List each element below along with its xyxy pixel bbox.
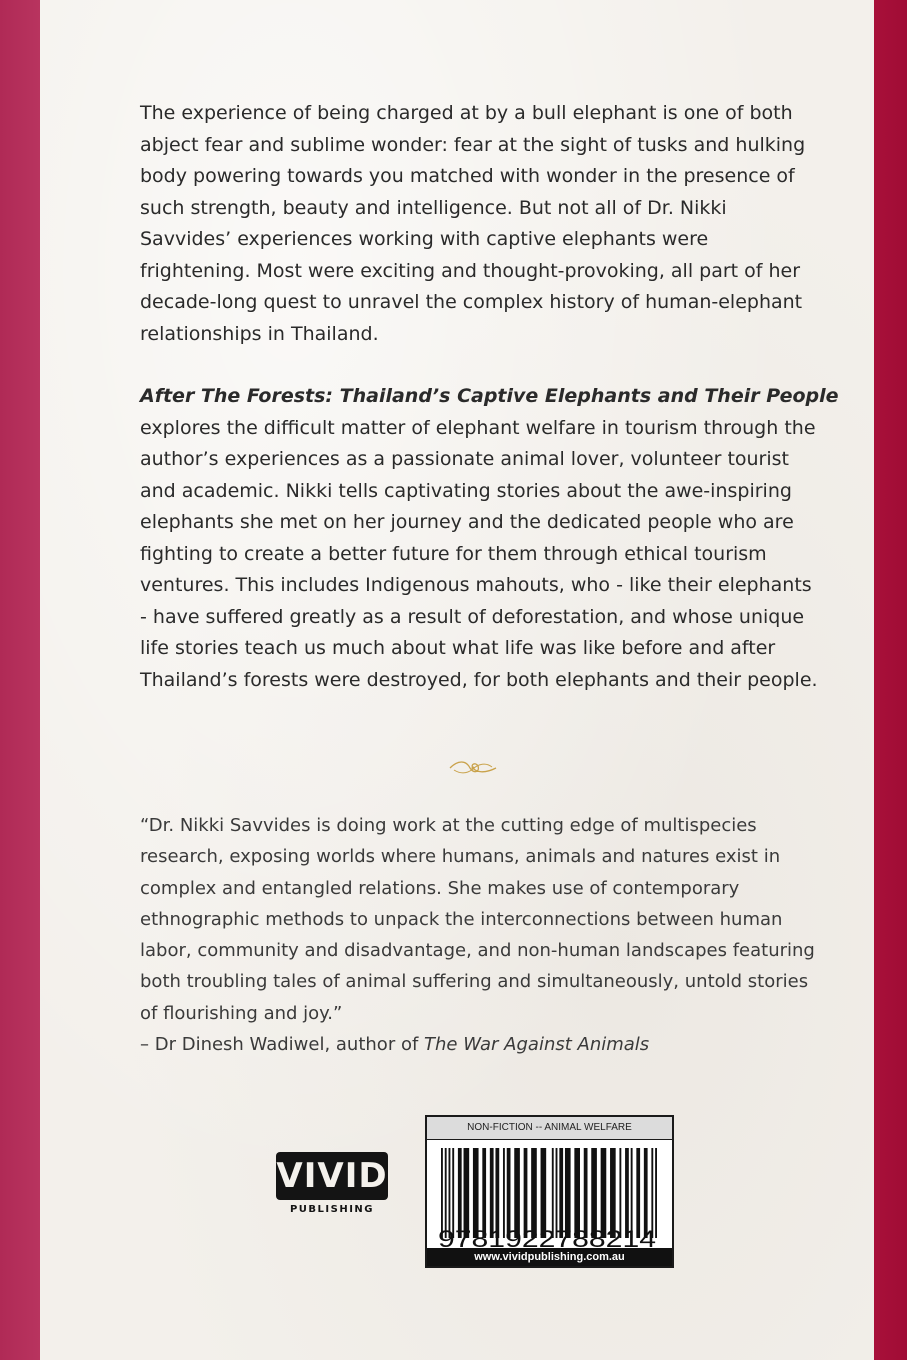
publisher-url: www.vividpublishing.com.au: [427, 1248, 672, 1266]
logo-wordmark: VIVID: [276, 1152, 388, 1200]
endorsement-attribution: [140, 1029, 820, 1060]
attribution-author: – Dr Dinesh Wadiwel, author of: [140, 1034, 425, 1055]
blurb-paragraph-2: [140, 381, 839, 696]
isbn-number-text: 9781922788214: [438, 1226, 656, 1251]
publisher-logo: [276, 1152, 388, 1218]
logo-subtitle: PUBLISHING: [289, 1204, 375, 1215]
book-title: After The Forests: Thailand’s Captive Elephants and Their People: [140, 385, 839, 407]
blurb-paragraph-2-body: explores the difficult matter of elephant welfare in tourism through the author’s experiences as a passionate animal lover, volunteer tourist and academic. Nikki tells captivating stories about the awe-inspiring elephants she met on her journey and the dedicated people who are fighting to create a better future for them through ethical tourism ventures. This includes Indigenous mahouts, who - like their elephants - have suffered greatly as a result of deforestation, and whose unique life stories teach us much about what life was like before and after Thailand’s forests were destroyed, for both elephants and their people.: [140, 416, 818, 691]
right-spine-edge: [874, 0, 907, 1360]
attribution-work-title: The War Against Animals: [424, 1034, 650, 1055]
flourish-icon: [448, 758, 498, 778]
left-spine-edge: [0, 0, 40, 1360]
barcode-category: NON-FICTION -- ANIMAL WELFARE: [427, 1117, 672, 1140]
blurb-paragraph-1: The experience of being charged at by a bull elephant is one of both abject fear and sublime wonder: fear at the sight of tusks and hulking body powering towards you matched with wonder in the presence of such strength, beauty and intelligence. But not all of Dr. Nikki Savvides’ experiences working with captive elephants were frightening. Most were exciting and thought-provoking, all part of her decade-long quest to unravel the complex history of human-elephant relationships in Thailand.: [140, 102, 806, 345]
isbn-number: [436, 1223, 658, 1251]
endorsement-quote: “Dr. Nikki Savvides is doing work at the cutting edge of multispecies research, exposing worlds where humans, animals and natures exist in complex and entangled relations. She makes use of contemporary ethnographic methods to unpack the interconnections between human labor, community and disadvantage, and non-human landscapes featuring both troubling tales of animal suffering and simultaneously, untold stories of flourishing and joy.”: [140, 815, 815, 1024]
